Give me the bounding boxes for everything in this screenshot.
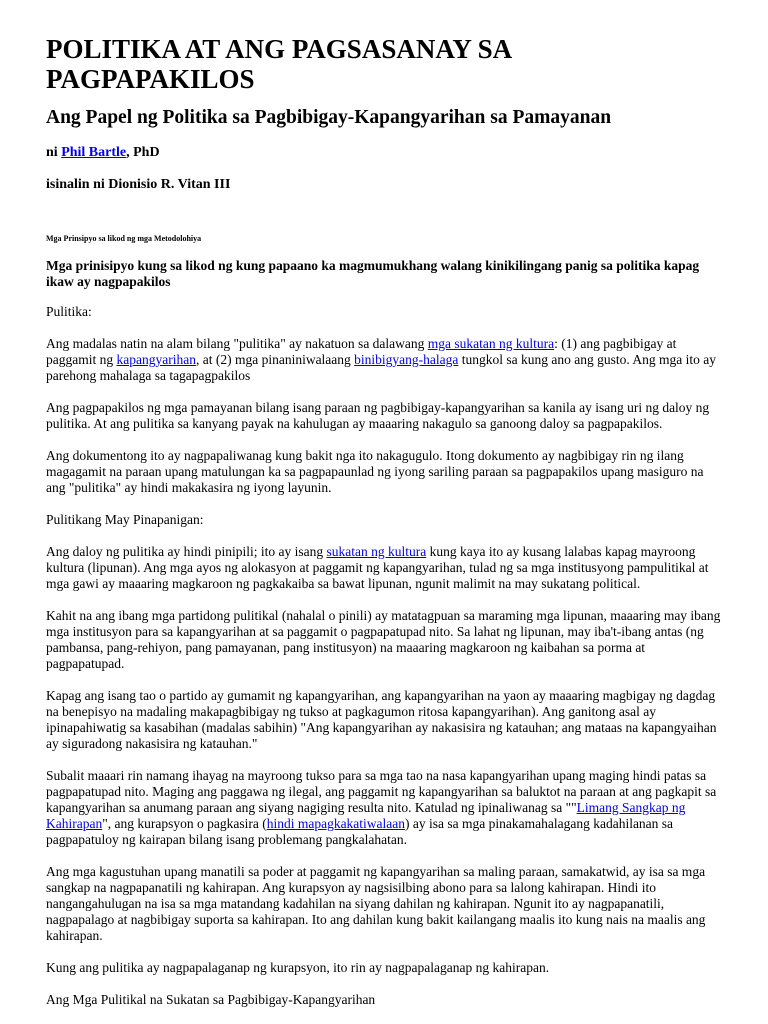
link-binibigyang-halaga[interactable]: binibigyang-halaga [354,352,459,367]
page-title: POLITIKA AT ANG PAGSASANAY SA PAGPAPAKILOS [46,34,511,94]
text-run: Ang madalas natin na alam bilang "pulitika" ay nakatuon sa dalawang [46,336,428,351]
intro-bold-paragraph: Mga prinisipyo kung sa likod ng kung papaano ka magmumukhang walang kinikilingang panig sa politika kapag ikaw ay nagpapakilos [46,258,700,289]
link-mga-sukatan-ng-kultura[interactable]: mga sukatan ng kultura [427,336,555,351]
text-run: : (1) ang pagbibigay at paggamit ng [46,336,677,367]
paragraph-4 [46,544,722,592]
link-sukatan-ng-kultura[interactable]: sukatan ng kultura [326,544,427,559]
text-run: Ang daloy ng pulitika ay hindi pinipili; ito ay isang [46,544,327,559]
byline-suffix: , PhD [126,145,160,160]
paragraph-6: Kapag ang isang tao o partido ay gumamit ng kapangyarihan, ang kapangyarihan na yaon ay maaaring magbigay ng dagdag na benepisyo na madaling makapagbibigay ng tukso at pagkagumon ritosa kapangyarihan). Ang ganitong asal ay ipinapahiwatig sa kasabihan (madalas sabihin) "Ang kapangyarihan ay nakasisira ng katauhan; ang mataas na kapangyaihan ay siguradong nakasisira ng katauhan." [46,688,717,751]
byline-prefix: ni [46,145,62,160]
pulitika-label: Pulitika: [46,304,92,319]
translator-line: isinalin ni Dionisio R. Vitan III [46,177,231,192]
paragraph-8: Ang mga kagustuhan upang manatili sa poder at paggamit ng kapangyarihan sa maling paraan, samakatwid, ay isa sa mga sangkap na nagpapanatili ng kahirapan. Ang kurapsyon ay nagsisilbing abono para sa lalong kahirapan. Hindi ito nangangahulugan na isa sa mga matandang kadahilan na siyang dahilan ng kahirapan. Ngunit ito ay nagpapanatili, nagpapalago at nagbibigay suporta sa kahirapan. Ito ang dahilan kung bakit kailangang maalis ito kung nais na maalis ang kahirapan. [46,864,706,943]
link-kapangyarihan[interactable]: kapangyarihan [116,352,196,367]
paragraph-1 [46,336,722,384]
paragraph-5: Kahit na ang ibang mga partidong pulitikal (nahalal o pinili) ay matatagpuan sa maraming mga lipunan, maaaring may ibang mga institusyon para sa kapangyarihan at sa paggamit o pagpapatupad nito. Sa lahat ng lipunan, may iba't-ibang antas (ng pambansa, pang-rehiyon, pang pamayanan, pang institusyon) na maaaring magkaroon ng kaibahan sa porma at pagpapatupad. [46,608,721,671]
text-run: ) ay isa sa mga pinakamahalagang kadahilanan sa pagpapatuloy ng kairapan bilang isang problemang pangkalahatan. [46,816,674,847]
link-hindi-mapagkakatiwalaan[interactable]: hindi mapagkakatiwalaan [266,816,406,831]
paragraph-7 [46,768,722,848]
paragraph-3: Ang dokumentong ito ay nagpapaliwanag kung bakit nga ito nakagugulo. Itong dokumento ay nagbibigay rin ng ilang magagamit na paraan upang matulungan ka sa pagpapaunlad ng iyong sariling paraan sa pagpapakilos upang masiguro na ang "pulitika" ay hindi makakasira ng iyong layunin. [46,448,704,495]
author-link[interactable]: Phil Bartle [61,145,127,160]
byline [46,144,722,162]
paragraph-2: Ang pagpapakilos ng mga pamayanan bilang isang paraan ng pagbibigay-kapangyarihan sa kanila ay isang uri ng daloy ng pulitika. At ang pulitika sa kanyang payak na kahulugan ay maaaring nakagulo sa ganoong daloy sa pagpapakilos. [46,400,710,431]
text-run: kung kaya ito ay kusang lalabas kapag mayroong kultura (lipunan). Ang mga ayos ng alokasyon at paggamit ng kapangyarihan, tulad ng sa mga institusyong pampulitikal at mga gawi ay maaaring magkaroon ng pagkakaiba sa bawat lipunan, ngunit malimit na may sukatang political. [46,544,709,591]
paragraph-10: Ang Mga Pulitikal na Sukatan sa Pagbibigay-Kapangyarihan [46,992,376,1007]
text-run: , at (2) mga pinaniniwalaang [195,352,355,367]
section-heading: Mga Prinsipyo sa likod ng mga Metodolohiya [46,234,202,243]
text-run: Subalit maaari rin namang ihayag na mayroong tukso para sa mga tao na nasa kapangyarihan upang maging hindi patas sa pagpapatupad nito. Maging ang paggawa ng ilegal, ang paggamit ng kapangyarihan sa baluktot na paraan at ang pagkapit sa kapangyarihan sa anumang paraan ang siyang nagiging resulta nito. Katulad ng ipinaliwanag sa "" [46,768,717,815]
paragraph-9: Kung ang pulitika ay nagpapalaganap ng kurapsyon, ito rin ay nagpapalaganap ng kahirapan. [46,960,550,975]
page-subtitle: Ang Papel ng Politika sa Pagbibigay-Kapangyarihan sa Pamayanan [46,107,612,128]
pulitikang-label: Pulitikang May Pinapanigan: [46,512,204,527]
text-run: tungkol sa kung ano ang gusto. Ang mga ito ay parehong mahalaga sa tagapagpakilos [46,352,716,383]
text-run: ", ang kurapsyon o pagkasira ( [102,816,267,831]
link-limang-sangkap[interactable]: Limang Sangkap ng Kahirapan [46,800,686,831]
